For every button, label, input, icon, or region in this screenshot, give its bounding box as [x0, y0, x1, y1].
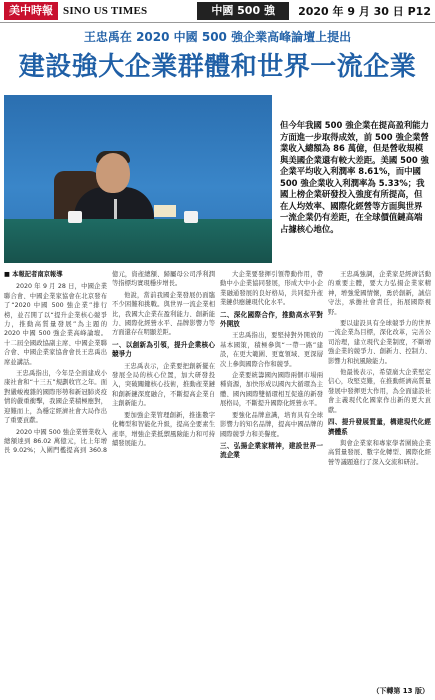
headline: 建設強大企業群體和世界一流企業 [18, 52, 417, 82]
section-heading: 二、深化國際合作，推動高水平對外開放 [220, 310, 323, 329]
tea-cup [68, 211, 82, 223]
tea-cup [184, 211, 198, 223]
section-heading: 一、以創新為引領，提升企業核心競爭力 [112, 340, 215, 359]
paragraph: 王忠禹指出，今年是全面建成小康社會和“十三五”規劃收官之年。面對嚴峻複雜的國際形勢和新冠肺炎疫情的嚴重衝擊，我國企業積極應對，迎難而上，為穩定經濟社會大局作出了重要貢獻。 [4, 370, 107, 425]
paragraph: 他說，當前我國企業發展仍面臨不少困難和挑戰。與世界一流企業相比，我國大企業在盈利能力、創新能力、國際化經營水平、品牌影響力等方面還存在明顯差距。 [112, 291, 215, 337]
paragraph: 與會企業家和專家學者圍繞企業高質量發展、數字化轉型、國際化經營等議題進行了深入交流和研討。 [328, 439, 431, 466]
news-photo [4, 95, 272, 263]
article-lead: ■ 本報記者南京報導 [4, 271, 63, 278]
section-heading: 四、提升發展質量，構建現代化經濟體系 [328, 418, 431, 436]
paragraph: 2020 中國 500 強企業營業收入總額達到 86.02 萬億元，比上年增長 9.02%；入圍門檻提高到 360.8 億元，資產總額、歸屬母公司淨利潤等指標均實現穩步增長。 [4, 271, 215, 455]
section-heading: 三、弘揚企業家精神，建設世界一流企業 [220, 441, 323, 460]
pull-quote: 但今年我國 500 強企業在提高盈利能力方面進一步取得成效，前 500 強企業營業收入總額為 86 萬億，但是營收規模與美國企業還有較大差距。美國 500 強企業平均收入利潤率 8.61%，而中國 500 強企業收入利潤率為 5.33%；我國上榜企業研發投入強度有所提高，但在人均效率、國際化經營等方面與世界一流企業仍有差距，在全球價值鏈高端占據核心地位。 [280, 120, 429, 234]
paragraph: 要以建設具有全球競爭力的世界一流企業為目標，深化改革，完善公司治理，建立現代企業制度，不斷增強企業的競爭力、創新力、控制力、影響力和抗風險能力。 [328, 320, 431, 365]
article-body [4, 270, 431, 680]
paragraph: 企業要統籌國內國際兩個市場兩種資源，加快形成以國內大循環為主體、國內國際雙循環相互促進的新發展格局，不斷提升國際化經營水平。 [220, 372, 323, 408]
issue-date: 2020 年 9 月 30 日 P12 [298, 5, 431, 18]
paragraph: 王忠禹表示，企業要把創新擺在發展全局的核心位置，加大研發投入，突破關鍵核心技術，推動產業鏈和創新鏈深度融合，不斷提高企業自主創新能力。 [112, 362, 215, 408]
newspaper-logo: 美中時報 [4, 2, 58, 20]
paragraph: 要加強企業管理創新，推進數字化轉型和智能化升級，提高全要素生產率，增強企業抵禦風險能力和可持續發展能力。 [112, 411, 215, 447]
section-tag: 中國 500 強 [197, 2, 289, 20]
continued-note: （下轉第 13 版） [372, 687, 429, 695]
paragraph: 王忠禹強調，企業家是經濟活動的重要主體，要大力弘揚企業家精神，增強愛國情懷，勇於創新，誠信守法，承擔社會責任，拓展國際視野。 [328, 271, 431, 316]
masthead [0, 0, 435, 23]
name-card [154, 205, 176, 217]
subheadline: 王忠禹在 2020 中國 500 強企業高峰論壇上提出 [83, 30, 352, 44]
desk [4, 219, 272, 263]
paragraph: 2020 年 9 月 28 日，中國企業聯合會、中國企業家協會在北京發布了“2020 中國 500 強企業”排行榜，並召開了以“提升企業核心競爭力，推動高質量發展”為主題的 2020 中國 500 強企業高峰論壇。十二屆全國政協副主席、中國企業聯合會、中國企業家協會會長王忠禹出席並講話。 [4, 283, 107, 366]
paragraph: 他最後表示，希望廣大企業堅定信心，攻堅克難，在推動經濟高質量發展中發揮更大作用，為全面建設社會主義現代化國家作出新的更大貢獻。 [328, 369, 431, 414]
paper-name: SINO US TIMES [63, 5, 148, 17]
microphone [114, 199, 117, 219]
paragraph: 王忠禹指出，要堅持對外開放的基本國策，積極參與“一帶一路”建設，在更大範圍、更寬領域、更深層次上參與國際合作和競爭。 [220, 332, 323, 368]
paragraph: 大企業要發揮引領帶動作用，帶動中小企業協同發展，形成大中小企業融通發展的良好格局，共同提升產業鏈供應鏈現代化水平。 [220, 271, 323, 307]
paragraph: 要強化品牌意識，培育具有全球影響力的知名品牌，提高中國品牌的國際競爭力和美譽度。 [220, 411, 323, 438]
speaker-head [96, 153, 130, 193]
